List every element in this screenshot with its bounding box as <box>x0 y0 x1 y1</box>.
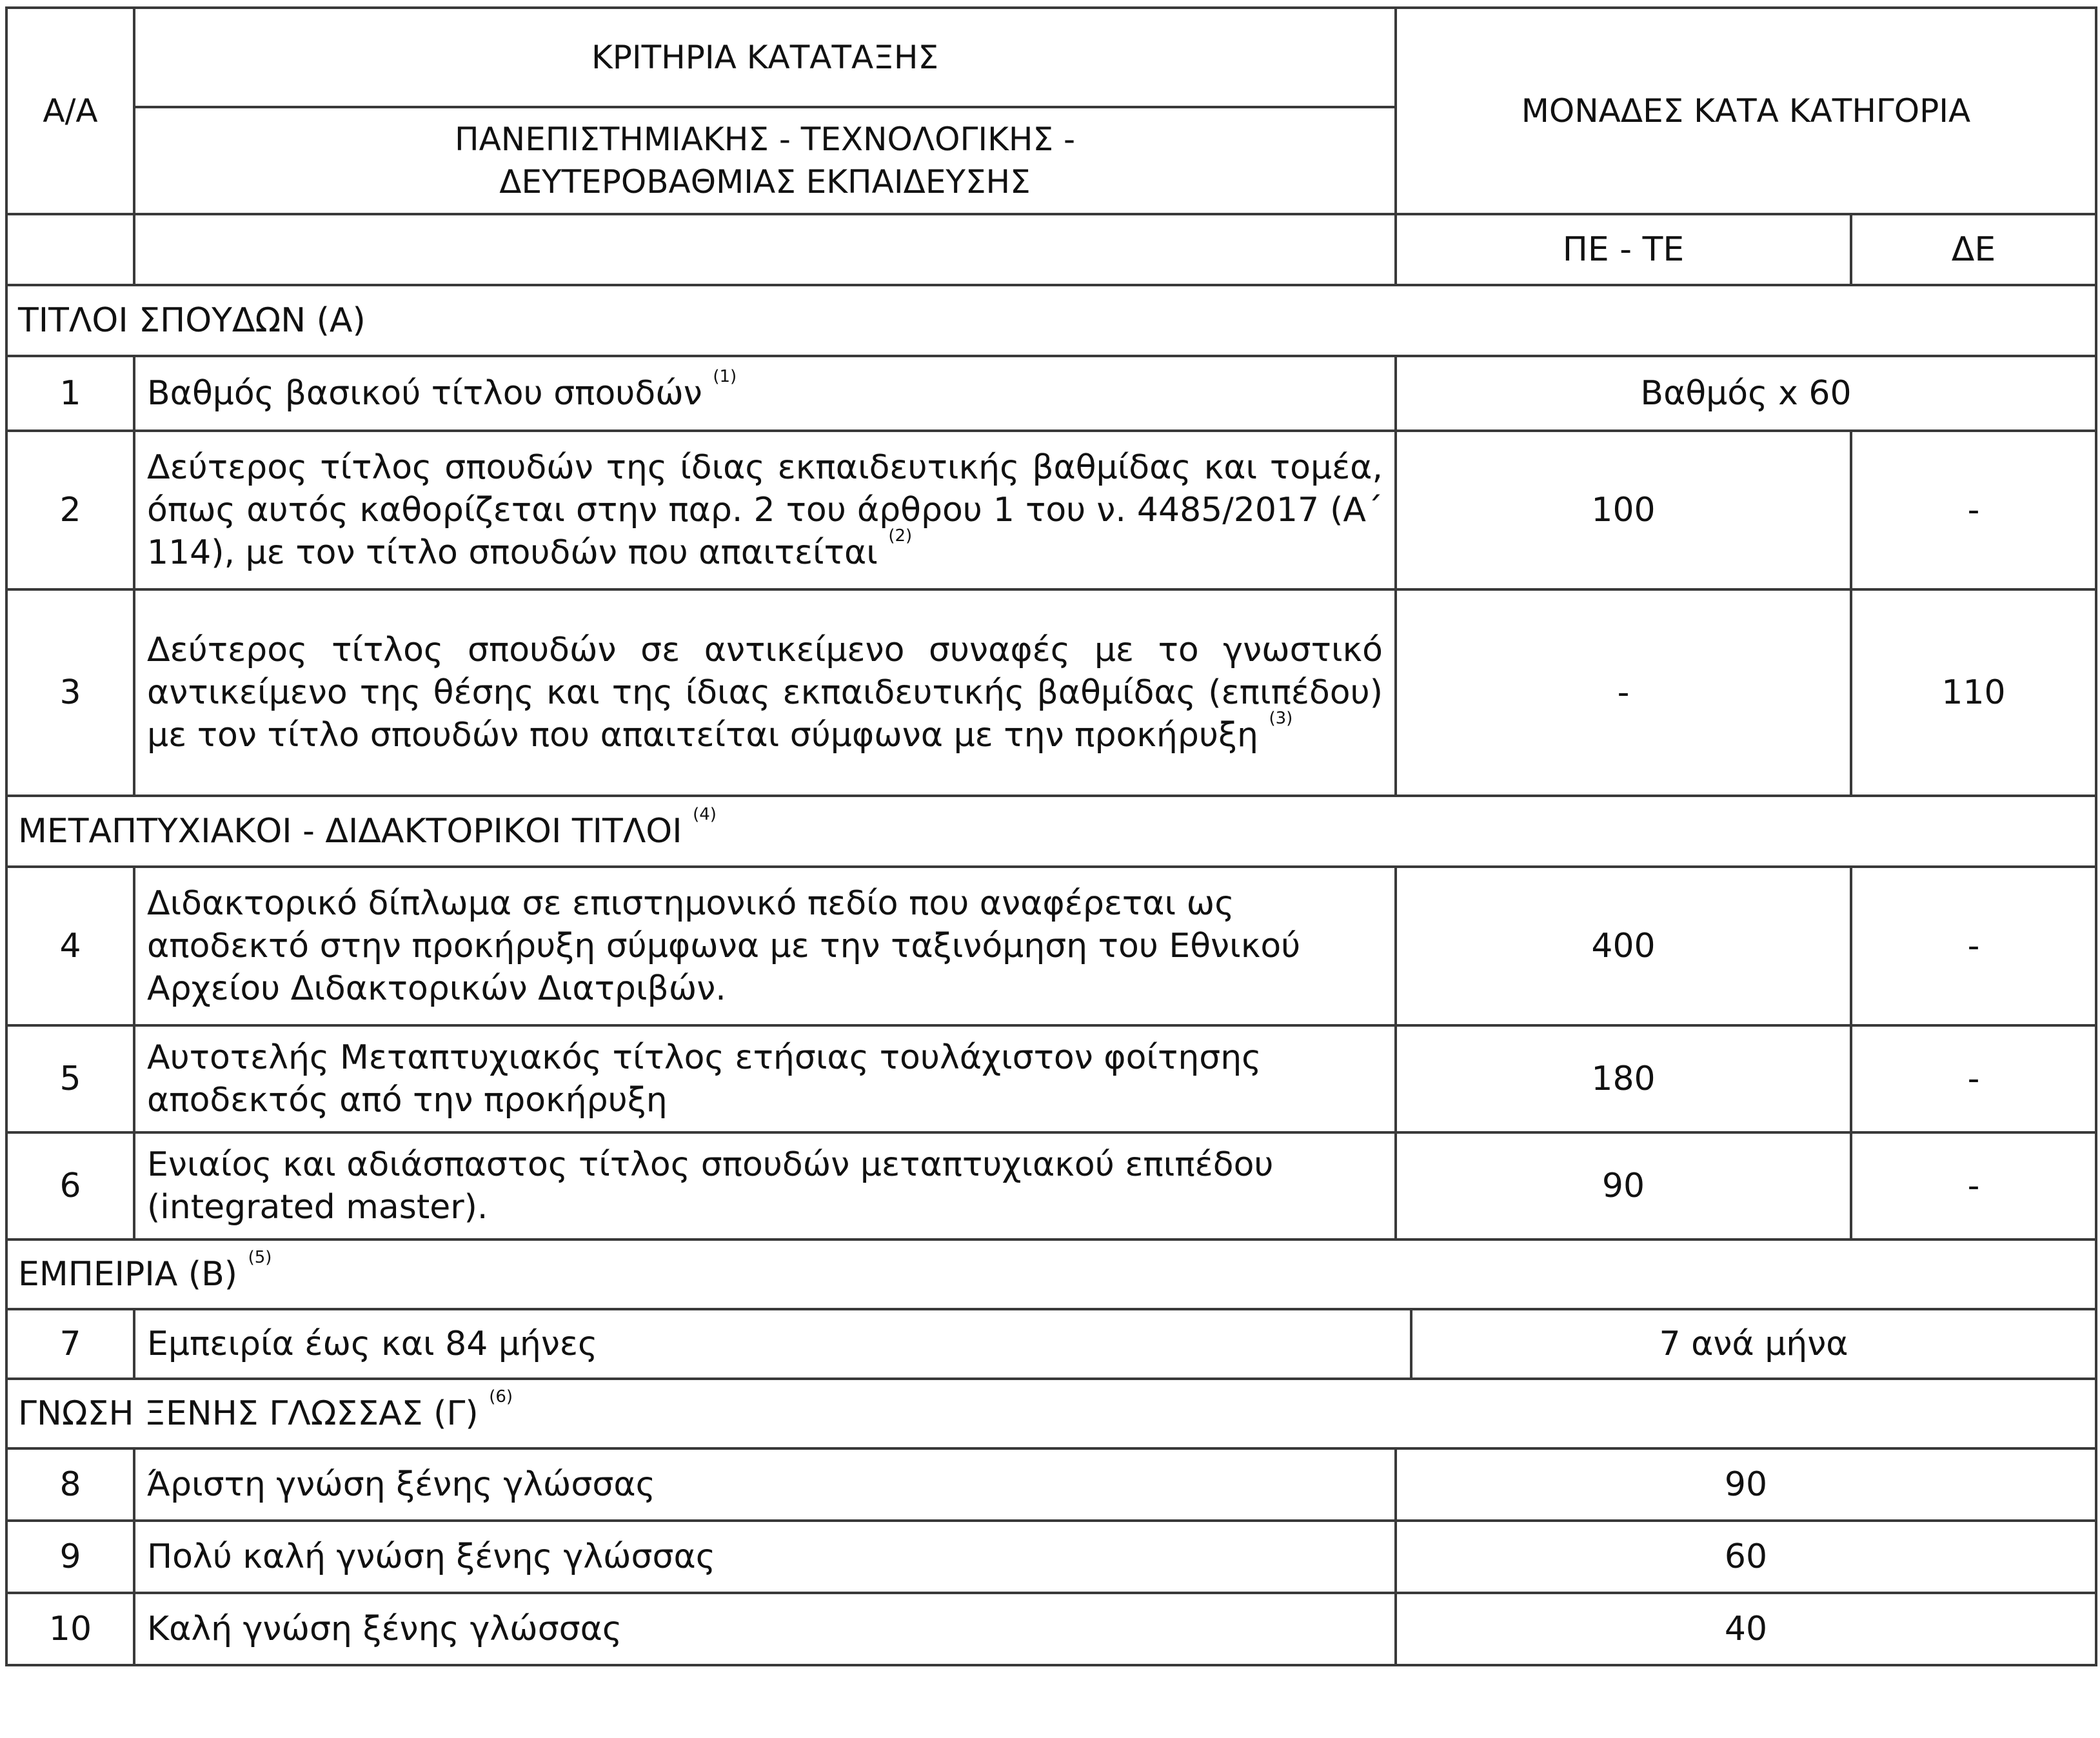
row-criterion <box>134 589 1396 796</box>
criterion-text: Δεύτερος τίτλος σπουδών σε αντικείμενο συναφές με το γνωστικό αντικείμενο της θέσης και της ίδιας εκπαιδευτικής βαθμίδας (επιπέδου) με τον τίτλο σπουδών που απαιτείται σύμφωνα με την προκήρυξη <box>147 631 1383 755</box>
row-criterion <box>134 867 1396 1025</box>
table-row <box>6 1593 2096 1665</box>
points-title: ΜΟΝΑΔΕΣ ΚΑΤΑ ΚΑΤΗΓΟΡΙΑ <box>1396 8 2096 214</box>
row-number: 8 <box>6 1448 134 1521</box>
section-row-experience <box>6 1239 2096 1309</box>
row-criterion <box>134 1025 1396 1132</box>
row-criterion <box>134 431 1396 589</box>
table-row <box>6 356 2096 431</box>
criterion-text: Διδακτορικό δίπλωμα σε επιστημονικό πεδίο που αναφέρεται ως αποδεκτό στην προκήρυξη σύμφωνα με την ταξινόμηση του Εθνικού Αρχείου Διδακτορικών Διατριβών. <box>147 884 1301 1008</box>
row-points-de: - <box>1851 431 2096 589</box>
row-points-pe-te: 90 <box>1396 1132 1851 1239</box>
header-row-1 <box>6 8 2096 107</box>
section-title-text: ΜΕΤΑΠΤΥΧΙΑΚΟΙ - ΔΙΔΑΚΤΟΡΙΚΟΙ ΤΙΤΛΟΙ <box>18 812 682 851</box>
row-points-pe-te: 180 <box>1396 1025 1851 1132</box>
row-criterion <box>134 1132 1396 1239</box>
row-number: 2 <box>6 431 134 589</box>
row-criterion <box>134 1521 1396 1593</box>
table-row <box>6 1025 2096 1132</box>
row-points-de: 110 <box>1851 589 2096 796</box>
criterion-text: Εμπειρία έως και 84 μήνες <box>147 1325 598 1363</box>
row-points-pe-te: 100 <box>1396 431 1851 589</box>
criteria-title: ΚΡΙΤΗΡΙΑ ΚΑΤΑΤΑΞΗΣ <box>134 8 1396 107</box>
footnote-ref: (4) <box>693 805 717 824</box>
row-points-de: - <box>1851 1025 2096 1132</box>
row-criterion <box>134 1309 1411 1379</box>
aa-header: Α/Α <box>6 8 134 214</box>
section-title-text: ΕΜΠΕΙΡΙΑ (Β) <box>18 1255 238 1294</box>
row-points-de: - <box>1851 867 2096 1025</box>
section-title <box>6 285 2096 356</box>
empty-cell <box>134 214 1396 285</box>
section-title <box>6 796 2096 867</box>
section-row-postgrad <box>6 796 2096 867</box>
document-page <box>5 6 2095 1733</box>
table-row <box>6 1521 2096 1593</box>
criterion-text: Δεύτερος τίτλος σπουδών της ίδιας εκπαιδευτικής βαθμίδας και τομέα, όπως αυτός καθορίζεται στην παρ. 2 του άρθρου 1 του ν. 4485/2017 (Α΄ 114), με τον τίτλο σπουδών που απαιτείται <box>147 448 1383 572</box>
row-criterion <box>134 1593 1396 1665</box>
row-number: 4 <box>6 867 134 1025</box>
criteria-subtitle: ΠΑΝΕΠΙΣΤΗΜΙΑΚΗΣ - ΤΕΧΝΟΛΟΓΙΚΗΣ - ΔΕΥΤΕΡΟΒΑΘΜΙΑΣ ΕΚΠΑΙΔΕΥΣΗΣ <box>134 107 1396 214</box>
criterion-text: Αυτοτελής Μεταπτυχιακός τίτλος ετήσιας τουλάχιστον φοίτησης αποδεκτός από την προκήρυξη <box>147 1038 1262 1120</box>
row-points-de: - <box>1851 1132 2096 1239</box>
table-row <box>6 1448 2096 1521</box>
row-points: 90 <box>1396 1448 2096 1521</box>
empty-cell <box>6 214 134 285</box>
col-de-header: ΔΕ <box>1851 214 2096 285</box>
footnote-ref: (2) <box>888 526 913 546</box>
footnote-ref: (6) <box>489 1387 513 1407</box>
row-criterion <box>134 1448 1396 1521</box>
section-title-text: ΓΝΩΣΗ ΞΕΝΗΣ ΓΛΩΣΣΑΣ (Γ) <box>18 1394 479 1433</box>
row-number: 9 <box>6 1521 134 1593</box>
footnote-ref: (1) <box>713 367 737 386</box>
footnote-ref: (3) <box>1269 709 1293 728</box>
section-row-language <box>6 1379 2096 1448</box>
criterion-text: Πολύ καλή γνώση ξένης γλώσσας <box>147 1537 716 1576</box>
criterion-text: Άριστη γνώση ξένης γλώσσας <box>147 1465 656 1504</box>
criterion-text: Ενιαίος και αδιάσπαστος τίτλος σπουδών μεταπτυχιακού επιπέδου (integrated master). <box>147 1145 1274 1227</box>
row-number: 1 <box>6 356 134 431</box>
row-criterion <box>134 356 1396 431</box>
section-title <box>6 1379 2096 1448</box>
row-number: 6 <box>6 1132 134 1239</box>
table-row <box>6 1309 2096 1379</box>
table-row <box>6 1132 2096 1239</box>
footnote-ref: (5) <box>248 1248 272 1267</box>
criterion-text: Βαθμός βασικού τίτλου σπουδών <box>147 374 702 413</box>
row-points-pe-te: 400 <box>1396 867 1851 1025</box>
header-row-3 <box>6 214 2096 285</box>
row-points: 7 ανά μήνα <box>1411 1309 2096 1379</box>
table-row <box>6 867 2096 1025</box>
row-points: 40 <box>1396 1593 2096 1665</box>
section-title <box>6 1239 2096 1309</box>
row-points: Βαθμός x 60 <box>1396 356 2096 431</box>
row-points-pe-te: - <box>1396 589 1851 796</box>
col-pe-te-header: ΠΕ - ΤΕ <box>1396 214 1851 285</box>
ranking-criteria-table <box>5 6 2097 1666</box>
row-number: 7 <box>6 1309 134 1379</box>
section-title-text: ΤΙΤΛΟΙ ΣΠΟΥΔΩΝ (Α) <box>18 301 366 340</box>
criterion-text: Καλή γνώση ξένης γλώσσας <box>147 1610 622 1648</box>
table-row <box>6 589 2096 796</box>
row-points: 60 <box>1396 1521 2096 1593</box>
table-row <box>6 431 2096 589</box>
section-row-studies <box>6 285 2096 356</box>
row-number: 10 <box>6 1593 134 1665</box>
row-number: 5 <box>6 1025 134 1132</box>
row-number: 3 <box>6 589 134 796</box>
